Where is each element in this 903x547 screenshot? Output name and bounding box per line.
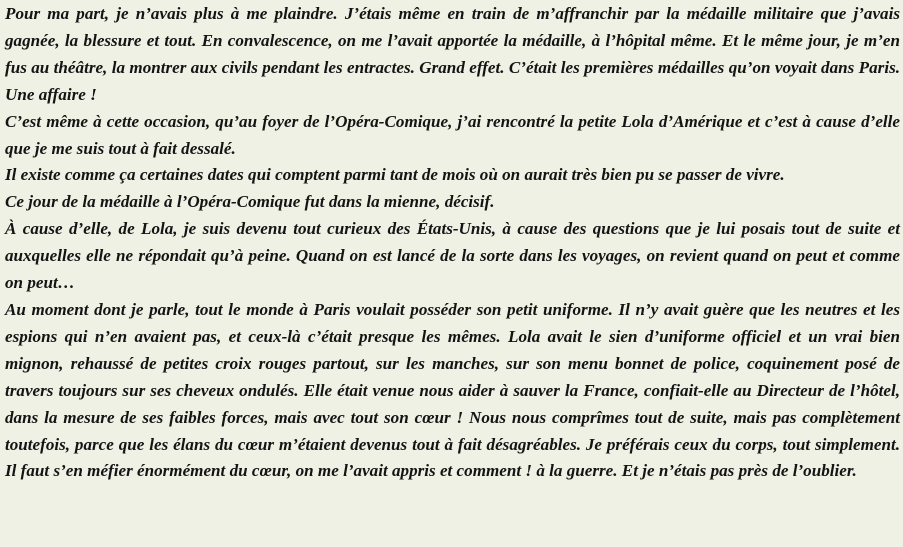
paragraph: À cause d’elle, de Lola, je suis devenu tout curieux des États-Unis, à cause des questions que je lui posais tout de suite et auxquelles elle ne répondait qu’à peine. Quand on est lancé de la sorte dans les voyages, on revient quand on peut et comme on peut… [5,219,900,293]
paragraph: Ce jour de la médaille à l’Opéra-Comique fut dans la mienne, décisif. [5,192,495,212]
paragraph: C’est même à cette occasion, qu’au foyer de l’Opéra-Comique, j’ai rencontré la petite Lola d’Amérique et c’est à cause d’elle que je me suis tout à fait dessalé. [5,111,900,158]
paragraph: Il existe comme ça certaines dates qui comptent parmi tant de mois où on aurait très bien pu se passer de vivre. [5,165,785,185]
paragraph: Au moment dont je parle, tout le monde à Paris voulait posséder son petit uniforme. Il n’y avait guère que les neutres et les espions qui n’en avaient pas, et ceux-là c’était presque les mêmes. Lola avait le sien d’uniforme officiel et un vrai bien mignon, rehaussé de petites croix rouges partout, sur les manches, sur son menu bonnet de police, coquinement posé de travers toujours sur ses cheveux ondulés. Elle était venue nous aider à sauver la France, confiait-elle au Directeur de l’hôtel, dans la mesure de ses faibles forces, mais avec tout son cœur ! Nous nous comprîmes tout de suite, mais pas complètement toutefois, parce que les élans du cœur m’étaient devenus tout à fait désagréables. Je préférais ceux du corps, tout simplement. Il faut s’en méfier énormément du cœur, on me l’avait appris et comment ! à la guerre. Et je n’étais pas près de l’oublier. [5,299,900,481]
paragraph: Pour ma part, je n’avais plus à me plaindre. J’étais même en train de m’affranchir par la médaille militaire que j’avais gagnée, la blessure et tout. En convalescence, on me l’avait apportée la médaille, à l’hôpital même. Et le même jour, je m’en fus au théâtre, la montrer aux civils pendant les entractes. Grand effet. C’était les premières médailles qu’on voyait dans Paris. Une affaire ! [5,4,900,104]
